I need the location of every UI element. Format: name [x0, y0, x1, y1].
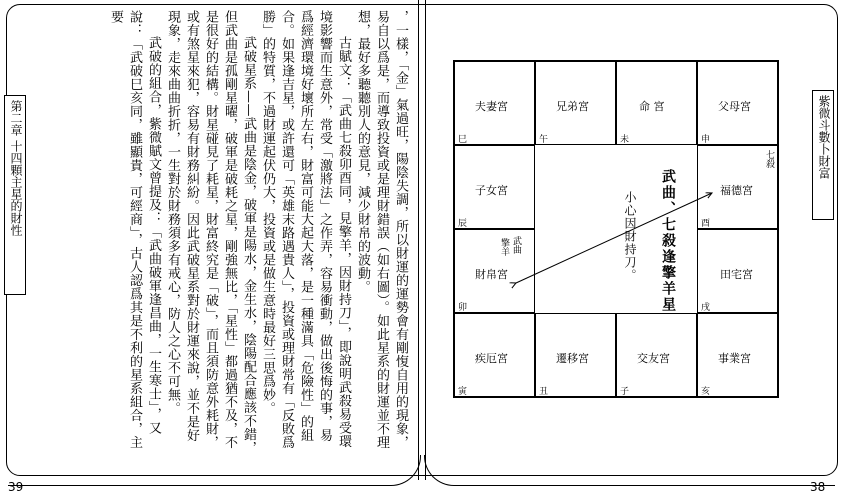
page-number-right: 38 [810, 480, 826, 494]
body-text [30, 10, 410, 455]
book-spine [418, 0, 426, 480]
palace-branch: 巳 [458, 135, 468, 145]
running-header-tab: 紫微斗數卜財富 [812, 90, 834, 220]
page-curl-left [8, 455, 421, 486]
palace-name: 遷移宮 [556, 352, 589, 365]
chapter-tab: 第二章 十四顆主星的財性 [4, 95, 26, 295]
palace-name: 父母宮 [718, 100, 751, 113]
palace-name: 事業宮 [718, 352, 751, 365]
paragraph-2: 古賦文：「武曲七殺卯酉同，見擎羊，因財持刀」，即說明武殺易受環境影響而生意外，常受「激將法」之作弄，容易衝動，做出後悔的事，易爲經濟環境好壞所左右，財富可能大起大落，是一種滿具「危險性」的組合。如果逢吉星，或許還可「英雄末路遇貴人」，投資或理財常有「反敗爲勝」的特質，不過財運起伏仍大，投資或是做生意時最好三思爲妙。 [260, 10, 351, 449]
paragraph-3: 武破星系——武曲是陰金，破軍是陽水，金生水，陰陽配合應該不錯，但武曲是孤剛星曜，破軍是破耗之星，剛強無比，「星性」都過猶不及，不是很好的結構。財星碰見了耗星，財富終究是「破」，而且須防意外耗財，或有煞星來犯，容易有財務糾紛。因此武破星系對於財運來說，並不是好現象，走來曲曲折折，一生對於財務須多有戒心，防人之心不可無。 [165, 10, 256, 455]
palace-name: 子女宮 [475, 184, 508, 197]
palace-branch: 丑 [539, 387, 549, 397]
palace-name: 疾厄宮 [475, 352, 508, 365]
star-wuqu: 武曲 [511, 236, 521, 254]
star-qingyang: 擎羊 [499, 238, 509, 256]
palace-branch: 子 [620, 387, 630, 397]
ziwei-chart [453, 60, 779, 398]
palace-name: 田宅宮 [720, 268, 753, 281]
palace-branch: 午 [539, 135, 549, 145]
palace-name: 交友宮 [637, 352, 670, 365]
palace-branch: 寅 [458, 387, 468, 397]
center-note: 小心因財持刀。 [623, 191, 637, 282]
palace-name: 兄弟宮 [556, 100, 589, 113]
center-title: 武曲、七殺逢擎羊星 [660, 169, 676, 313]
palace-name: 夫妻宮 [475, 100, 508, 113]
palace-branch: 酉 [701, 219, 711, 229]
page-curl-right [424, 455, 835, 486]
paragraph-4: 武破的組合，紫微賦文曾提及：「武曲破軍逢昌曲，一生寒士」，又說：「武破巳亥同，雖顯貴，可經商」，古人認爲其是不利的星系組合，主要 [108, 10, 161, 449]
paragraph-1: ，一樣，「金」氣過旺，陽陰失調，所以財運的運勢會有剛愎自用的現象，易自以爲是，而導致投資或是理財錯誤（如右圖）。如此星系的財運並不理想，最好多聽聽別人的意見，減少財帛的波動。 [355, 10, 408, 449]
palace-branch: 戌 [701, 303, 711, 313]
palace-name: 命 宮 [639, 100, 665, 113]
palace-branch: 卯 [458, 303, 468, 313]
star-qisha: 七殺 [764, 150, 774, 168]
palace-branch: 亥 [701, 387, 711, 397]
page-number-left: 39 [8, 480, 24, 494]
palace-name: 福德宮 [720, 184, 753, 197]
palace-branch: 申 [701, 135, 711, 145]
connection-arrow [454, 61, 778, 397]
palace-branch: 未 [620, 135, 630, 145]
palace-name: 財帛宮 [475, 268, 508, 281]
palace-branch: 辰 [458, 219, 468, 229]
